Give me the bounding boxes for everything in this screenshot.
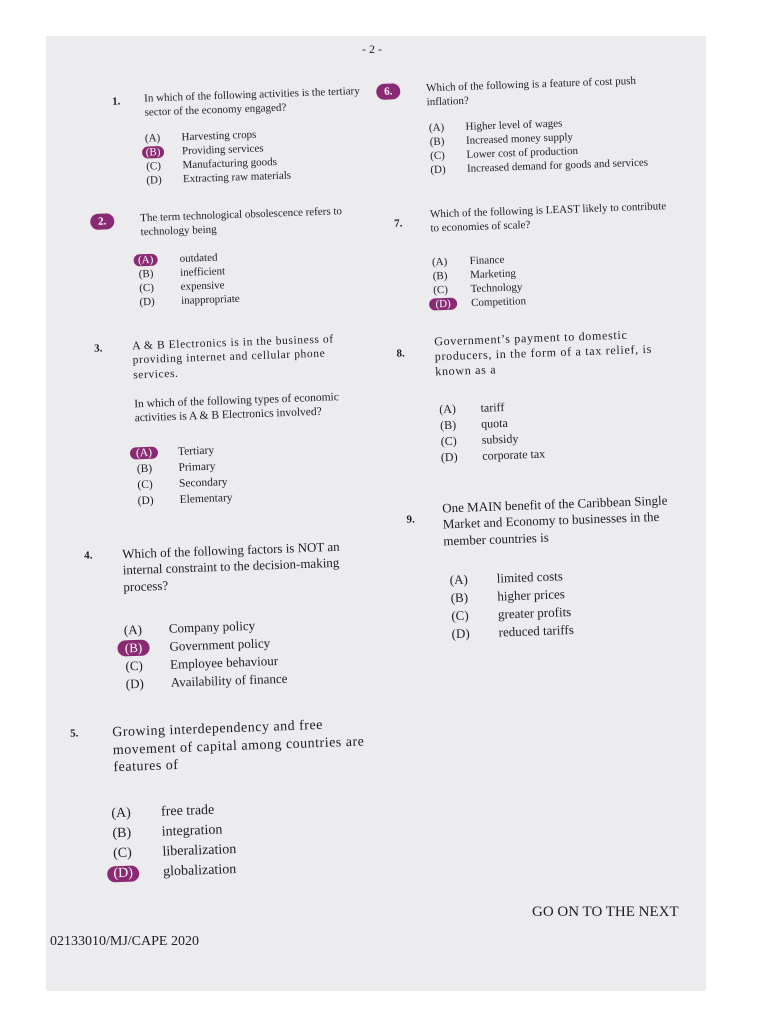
option-text: Elementary [179,491,233,506]
option-text: Providing services [181,142,264,158]
option-text: corporate tax [481,446,546,463]
option-d[interactable] [119,670,288,694]
question-stem-2: In which of the following types of economic activities is A & B Electronics involved? [134,391,340,425]
option-text: limited costs [496,568,564,586]
option-letter: (A) [111,805,132,822]
option-text: inefficient [179,265,226,279]
option-letter: (B) [112,825,132,842]
exam-page [46,36,706,991]
option-d[interactable] [429,295,527,313]
option-b[interactable] [134,265,226,283]
option-d[interactable] [135,292,240,311]
option-letter: (B) [429,135,445,149]
option-letter-selected: (B) [142,146,164,159]
option-text: Higher level of wages [465,117,563,133]
option-a[interactable] [427,253,505,271]
option-text: Company policy [168,617,256,636]
option-a[interactable] [133,251,218,269]
option-letter-selected: (D) [429,298,457,311]
option-text: liberalization [162,841,237,860]
option-d[interactable] [446,621,575,644]
option-text: Government policy [169,635,271,654]
option-letter-selected: (A) [130,447,158,460]
option-letter: (D) [440,449,458,465]
option-letter: (D) [137,494,154,508]
option-b[interactable] [130,460,216,480]
option-text: Technology [470,281,523,296]
option-d[interactable] [427,156,649,179]
option-letter-selected: (D) [107,865,140,882]
options-list [434,399,546,467]
option-letter: (C) [125,657,144,674]
option-d[interactable] [107,862,237,886]
option-b[interactable] [435,415,509,435]
question-stem: Which of the following is LEAST likely to contribute to economies of scale? [429,200,667,235]
option-letter: (C) [433,283,449,297]
option-a[interactable] [434,399,505,419]
option-text: integration [161,822,223,840]
option-text: Employee behaviour [169,653,279,672]
options-list [425,117,649,179]
option-letter: (C) [139,281,155,295]
question-number: 1. [111,95,121,108]
option-b[interactable] [142,142,264,161]
options-list [444,568,575,644]
option-c[interactable] [106,841,237,866]
option-letter: (A) [144,132,161,145]
options-list [133,251,240,311]
option-a[interactable] [141,128,257,147]
question-8 [388,326,688,465]
question-3 [86,331,378,508]
option-letter: (A) [428,121,445,135]
option-text: free trade [160,802,215,820]
option-text: expensive [180,279,225,293]
option-text: Secondary [178,476,228,490]
exam-code: 02133010/MJ/CAPE 2020 [50,934,199,949]
option-letter: (A) [449,571,469,588]
option-c[interactable] [428,281,523,299]
option-letter: (B) [450,589,469,606]
question-number: 5. [69,727,79,740]
option-a[interactable] [444,568,564,590]
question-6 [376,74,676,177]
option-c[interactable] [131,476,228,496]
question-stem: Government’s payment to domestic producers, in the form of a tax relief, is known as a [433,327,653,379]
option-a[interactable] [117,617,256,641]
option-text: outdated [179,251,218,265]
option-a[interactable] [425,117,563,137]
option-b[interactable] [445,586,566,608]
option-text: Extracting raw materials [182,169,292,186]
question-2 [90,204,370,309]
question-stem: In which of the following activities is the tertiary sector of the economy engaged? [143,85,360,119]
option-letter: (D) [146,174,162,187]
option-text: Availability of finance [170,670,288,690]
option-letter-selected: (A) [133,254,157,267]
option-letter-selected: (B) [117,639,150,656]
go-on-notice: GO ON TO THE NEXT [532,904,679,920]
options-list [427,253,527,313]
option-letter: (D) [451,625,470,642]
option-c[interactable] [426,144,579,165]
question-stem: A & B Electronics is in the business of providing internet and cellular phone services. [132,333,334,382]
option-d[interactable] [436,446,546,466]
option-text: Competition [470,295,527,310]
option-text: Marketing [469,267,517,282]
question-7 [386,200,676,311]
options-list [141,128,292,189]
question-stem: One MAIN benefit of the Caribbean Single Market and Economy to businesses in the member countries is [441,492,668,548]
option-letter: (D) [125,675,145,692]
question-stem: Which of the following is a feature of cost push inflation? [425,74,637,108]
option-letter: (A) [123,621,143,638]
question-number: 7. [393,217,403,230]
option-text: higher prices [497,586,566,604]
option-b[interactable] [426,131,574,151]
option-letter: (B) [136,462,153,476]
option-text: Finance [469,253,505,268]
question-5 [62,714,392,882]
question-stem: The term technological obsolescence refers to technology being [139,205,343,238]
option-letter: (C) [137,478,153,492]
option-letter: (D) [430,163,446,177]
option-letter: (C) [451,607,469,624]
option-text: Lower cost of production [466,144,579,161]
option-b[interactable] [106,822,223,846]
option-text: Tertiary [177,444,215,458]
option-b[interactable] [428,267,517,285]
option-c[interactable] [446,604,572,626]
option-text: tariff [480,399,505,415]
option-d[interactable] [143,169,292,189]
options-list [130,444,233,512]
option-letter: (A) [431,255,448,269]
question-number: 9. [406,513,415,526]
option-letter: (D) [139,295,155,309]
option-text: globalization [162,862,237,880]
option-c[interactable] [118,653,279,676]
option-text: inappropriate [180,292,240,307]
option-text: Increased demand for goods and services [466,156,649,175]
question-4 [76,537,386,692]
question-9 [398,492,698,642]
option-text: Manufacturing goods [182,156,278,172]
option-b[interactable] [117,635,271,658]
question-number-highlighted: 2. [90,213,115,230]
option-d[interactable] [131,491,233,512]
option-a[interactable] [105,802,215,826]
option-text: Increased money supply [465,131,574,147]
option-c[interactable] [435,431,519,450]
option-text: reduced tariffs [498,621,575,640]
option-letter: (B) [432,269,448,283]
options-list [117,617,288,695]
question-stem: Which of the following factors is NOT an internal constraint to the decision-making process? [121,538,340,594]
option-letter: (C) [146,160,162,173]
option-letter: (A) [438,401,457,417]
option-letter: (C) [112,845,133,862]
option-c[interactable] [142,156,278,175]
option-letter: (C) [429,149,446,163]
question-number: 4. [83,549,93,562]
question-number: 8. [396,347,405,360]
page-number: - 2 - [362,42,382,56]
option-text: subsidy [481,431,519,447]
option-text: Primary [178,460,216,474]
option-text: quota [480,415,509,431]
question-number: 3. [93,342,103,355]
option-letter: (B) [138,267,154,281]
option-text: Harvesting crops [181,128,257,144]
option-letter: (C) [440,433,457,449]
options-list [105,802,237,886]
question-1 [104,85,364,187]
option-a[interactable] [130,444,215,464]
option-letter: (B) [439,417,457,433]
question-number-highlighted: 6. [376,83,401,100]
question-stem: Growing interdependency and free movement of capital among countries are features of [112,717,365,776]
option-text: greater profits [497,604,572,622]
option-c[interactable] [134,279,225,297]
